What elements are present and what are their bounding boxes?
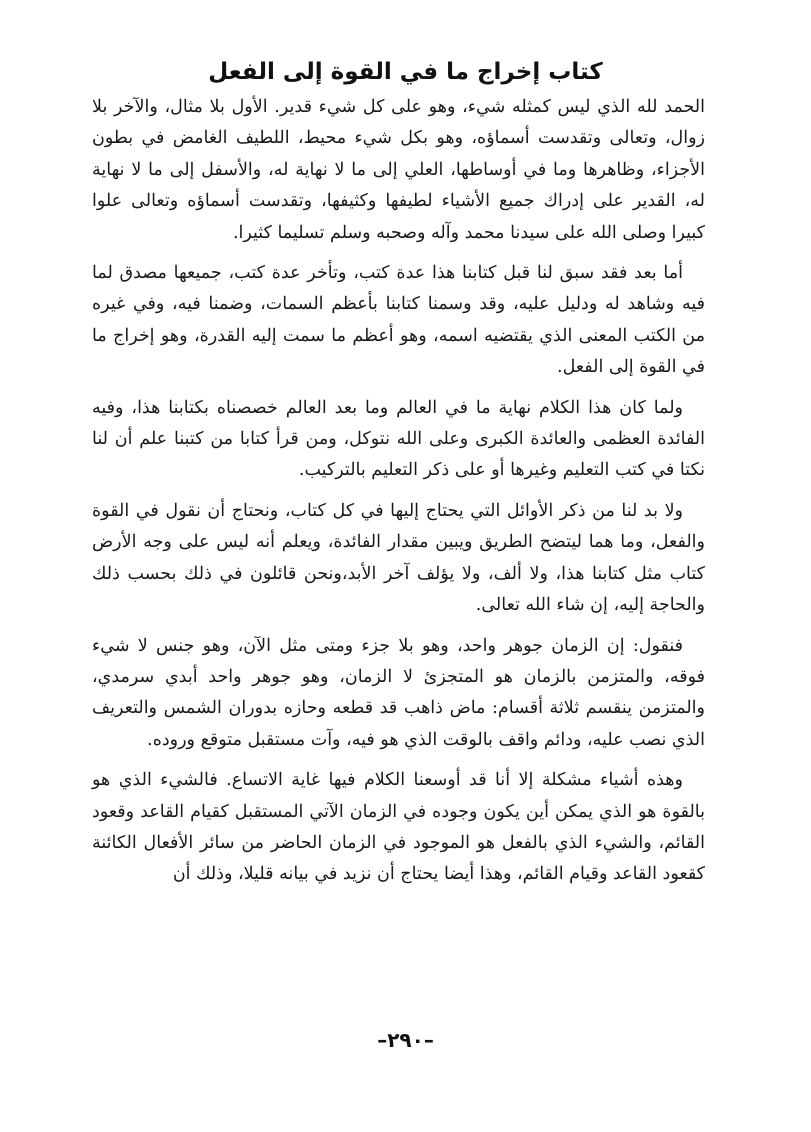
page-title: كتاب إخراج ما في القوة إلى الفعل [208, 59, 603, 85]
paragraph: ولما كان هذا الكلام نهاية ما في العالم وما بعد العالم خصصناه بكتابنا هذا، وفيه الفائدة العظمى والعائدة الكبرى وعلى الله نتوكل، ومن قرأ كتابا من كتبنا علم أن لنا نكتا في كتب التعليم وغيرها أو على ذكر التعليم بالتركيب. [92, 397, 705, 481]
paragraph: وهذه أشياء مشكلة إلا أنا قد أوسعنا الكلام فيها غاية الاتساع. فالشيء الذي هو بالقوة هو الذي يمكن أين يكون وجوده في الزمان الآتي المستقبل كقيام القاعد وقعود القائم، والشيء الذي بالفعل هو الموجود في الزمان الحاضر من سائر الأفعال الكائنة كقعود القاعد وقيام القائم، وهذا أيضا يحتاج أن نزيد في بيانه قليلا، وذلك أن [92, 770, 705, 885]
paragraph: ولا بد لنا من ذكر الأوائل التي يحتاج إليها في كل كتاب، ونحتاج أن نقول في القوة والفعل، وما هما ليتضح الطريق ويبين مقدار الفائدة، ويعلم أنه ليس على وجه الأرض كتاب مثل كتابنا هذا، ولا ألف، ولا يؤلف آخر الأبد،ونحن قائلون في ذلك بحسب ذلك والحاجة إليه، إن شاء الله تعالى. [92, 500, 705, 616]
page-number: –٢٩٠– [377, 1028, 434, 1052]
paragraph: فنقول: إن الزمان جوهر واحد، وهو بلا جزء ومتى مثل الآن، وهو جنس لا شيء فوقه، والمتزمن بالزمان هو المتجزئ لا الزمان، وهو جوهر واحد أبدي سرمدي، والمتزمن ينقسم ثلاثة أقسام: ماض ذاهب قد قطعه وحازه بدوران الشمس والتعريف الذي نصب عليه، ودائم واقف بالوقت الذي هو فيه، وآت مستقبل متوقع وروده. [92, 635, 705, 750]
paragraph: أما بعد فقد سبق لنا قبل كتابنا هذا عدة كتب، وتأخر عدة كتب، جميعها مصدق لما فيه وشاهد له ودليل عليه، وقد وسمنا كتابنا بأعظم السمات، وضمنا فيه، وفي غيره من الكتب المعنى الذي يقتضيه اسمه، وهو أعظم ما سمت إليه القدرة، وهو إخراج ما في القوة إلى الفعل. [92, 263, 705, 378]
body-text [92, 92, 705, 900]
paragraph: الحمد لله الذي ليس كمثله شيء، وهو على كل شيء قدير. الأول بلا مثال، والآخر بلا زوال، وتعالى وتقدست أسماؤه، وهو بكل شيء محيط، اللطيف الغامض في بطون الأجزاء، وظاهرها وما في أوساطها، العلي إلى ما لا نهاية له، والأسفل إلى ما لا نهاية له، القدير على إدراك جميع الأشياء لطيفها وكثيفها، وتقدست أسماؤه وتعالى علوا كبيرا وصلى الله على سيدنا محمد وآله وصحبه وسلم تسليما كثيرا. [92, 97, 705, 243]
